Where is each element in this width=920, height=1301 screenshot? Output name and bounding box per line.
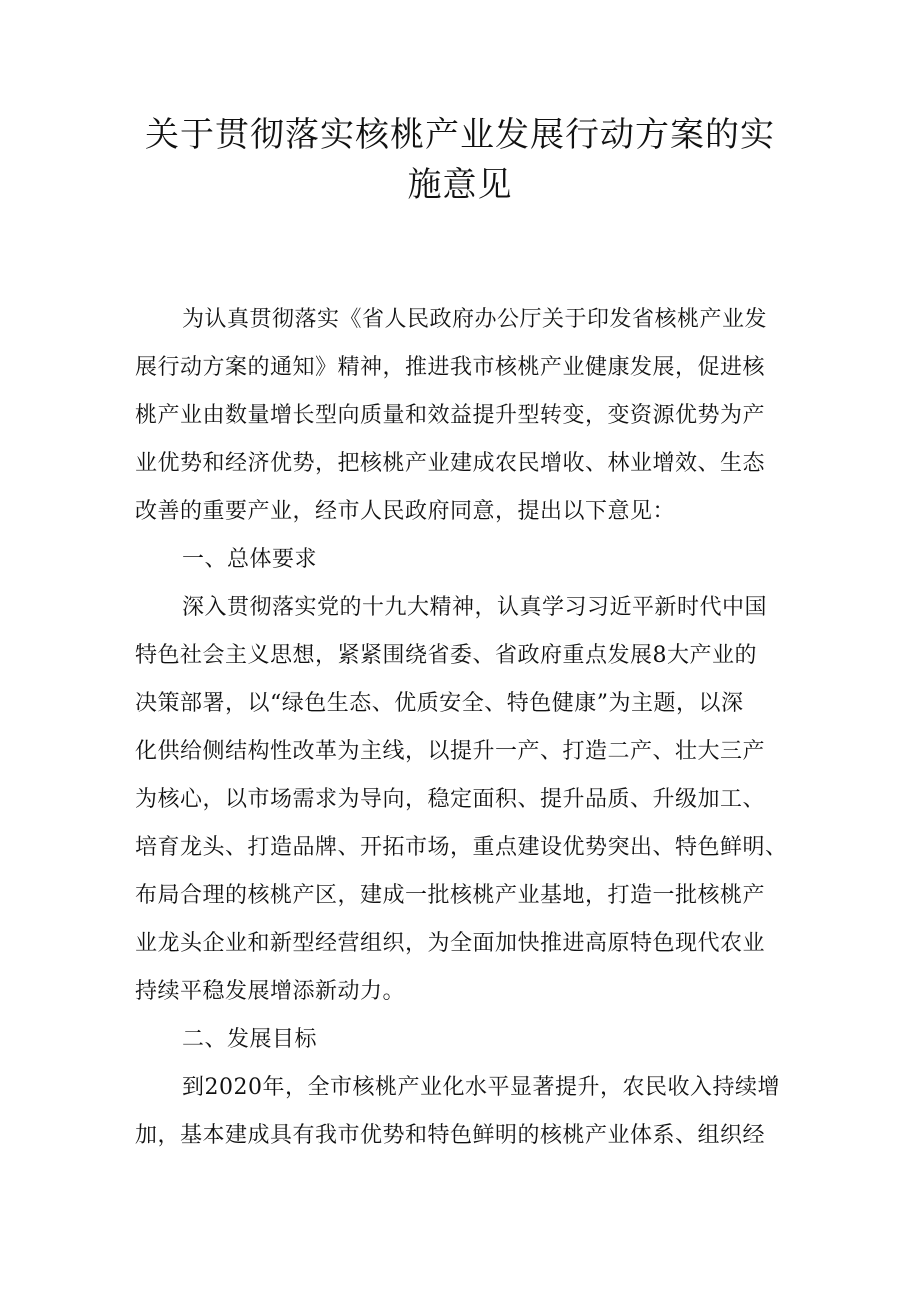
paragraph-line: 培育龙头、打造品牌、开拓市场，重点建设优势突出、特色鲜明、 [135,835,788,860]
paragraph-line: 布局合理的核桃产区，建成一批核桃产业基地，打造一批核桃产 [135,883,766,908]
paragraph-line: 特色社会主义思想，紧紧围绕省委、省政府重点发展8大产业的 [135,643,757,668]
paragraph-line: 到2020年，全市核桃产业化水平显著提升，农民收入持续增 [182,1075,780,1100]
paragraph-line: 决策部署，以“绿色生态、优质安全、特色健康”为主题，以深 [135,691,744,716]
paragraph-line: 为认真贯彻落实《省人民政府办公厅关于印发省核桃产业发 [182,307,768,332]
paragraph-line: 化供给侧结构性改革为主线，以提升一产、打造二产、壮大三产 [135,739,766,764]
paragraph-line: 加，基本建成具有我市优势和特色鲜明的核桃产业体系、组织经 [135,1123,766,1148]
section-heading: 一、总体要求 [182,547,318,572]
paragraph-line: 深入贯彻落实党的十九大精神，认真学习习近平新时代中国 [182,595,768,620]
paragraph-line: 改善的重要产业，经市人民政府同意，提出以下意见： [135,499,676,524]
title-line-2: 施意见 [407,165,513,205]
section-heading: 二、发展目标 [182,1027,318,1052]
paragraph-line: 业优势和经济优势，把核桃产业建成农民增收、林业增效、生态 [135,451,766,476]
paragraph-line: 持续平稳发展增添新动力。 [135,979,406,1004]
title-line-1: 关于贯彻落实核桃产业发展行动方案的实 [145,115,775,155]
paragraph-line: 业龙头企业和新型经营组织，为全面加快推进高原特色现代农业 [135,931,766,956]
document-title [120,110,800,210]
paragraph-line: 为核心，以市场需求为导向，稳定面积、提升品质、升级加工、 [135,787,766,812]
paragraph-line: 展行动方案的通知》精神，推进我市核桃产业健康发展，促进核 [135,355,766,380]
paragraph-line: 桃产业由数量增长型向质量和效益提升型转变，变资源优势为产 [135,403,766,428]
